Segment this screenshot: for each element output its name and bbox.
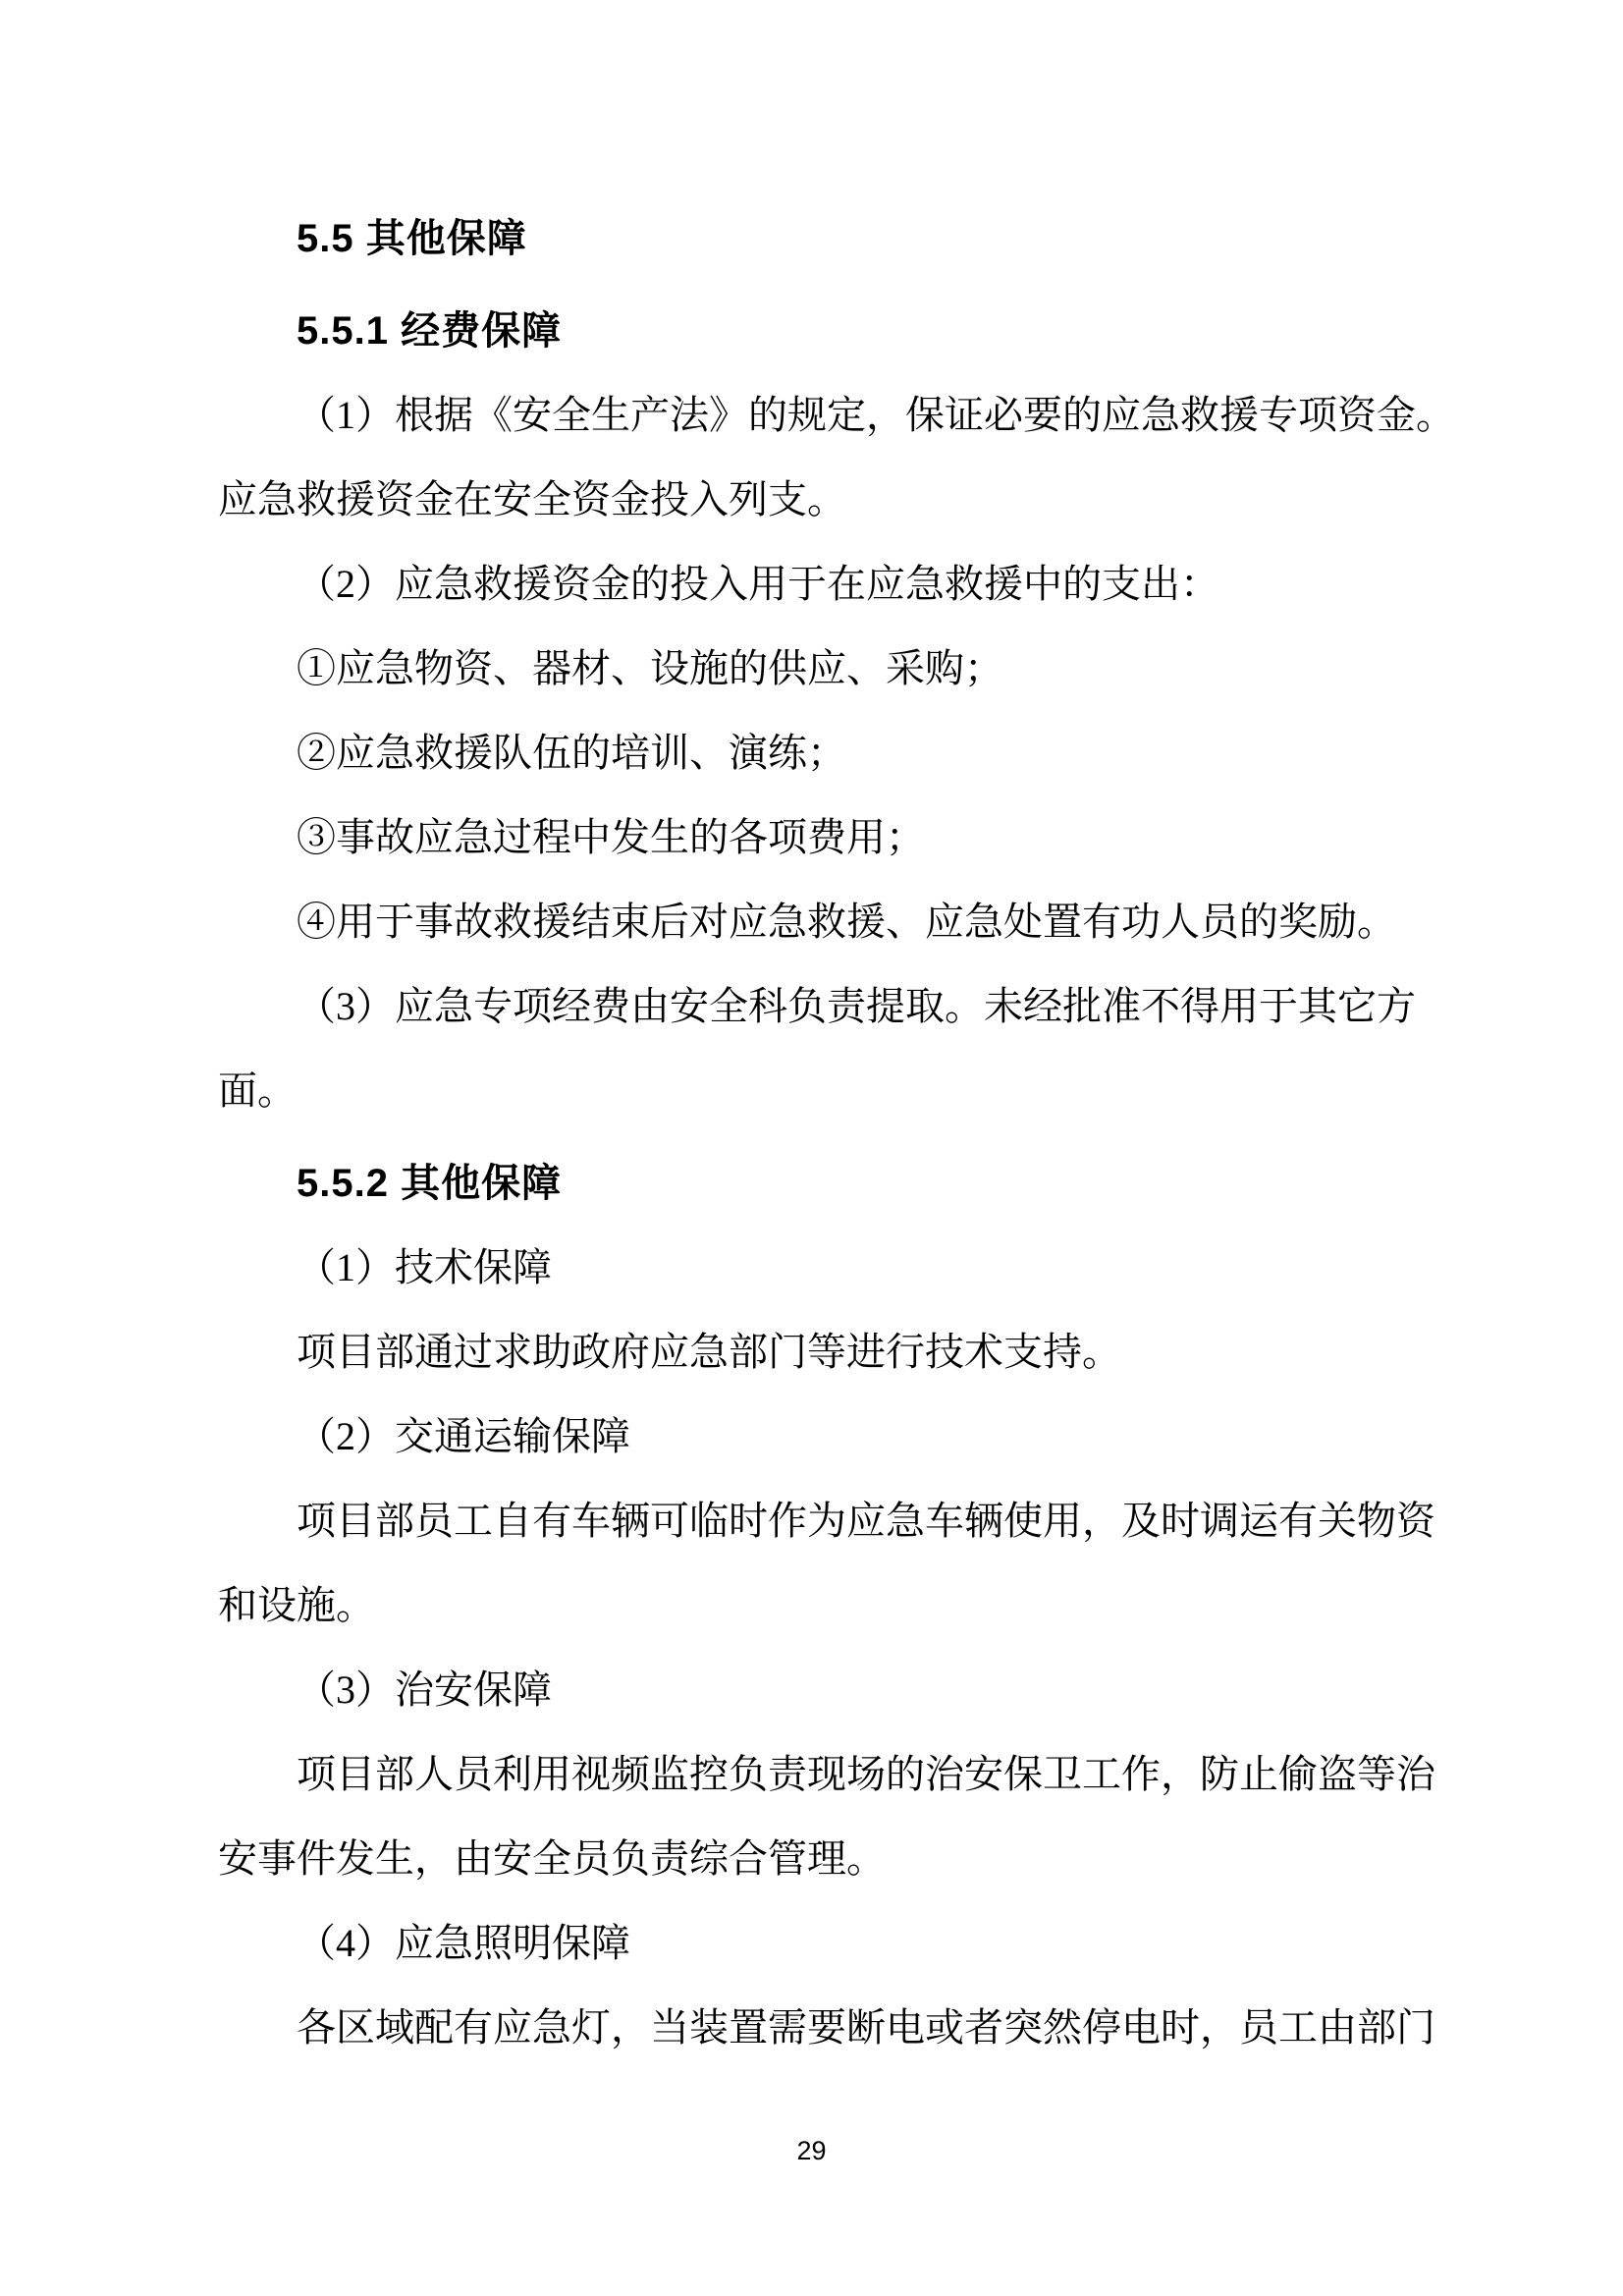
text-line: ③事故应急过程中发生的各项费用； (297, 815, 925, 859)
text-line: 和设施。 (218, 1583, 375, 1627)
text-line: ④用于事故救援结束后对应急救援、应急处置有功人员的奖励。 (297, 900, 1396, 944)
text-line: （1）技术保障 (297, 1245, 552, 1289)
text-line: ①应急物资、器材、设施的供应、采购； (297, 646, 1003, 690)
text-line: （4）应急照明保障 (297, 1921, 630, 1965)
section-heading: 5.5.1 经费保障 (297, 309, 563, 353)
text-line: （2）应急救援资金的投入用于在应急救援中的支出： (297, 562, 1219, 606)
text-line: 各区域配有应急灯，当装置需要断电或者突然停电时，员工由部门 (297, 2005, 1435, 2050)
text-line: （3）治安保障 (297, 1667, 552, 1712)
text-line: （1）根据《安全生产法》的规定，保证必要的应急救援专项资金。 (297, 393, 1455, 437)
document-body (218, 0, 1455, 2070)
text-line: （2）交通运输保障 (297, 1414, 630, 1458)
section-heading: 5.5.2 其他保障 (297, 1162, 563, 1205)
text-line: 安事件发生，由安全员负责综合管理。 (218, 1836, 886, 1881)
text-line: ②应急救援队伍的培训、演练； (297, 731, 846, 775)
text-line: 应急救援资金在安全资金投入列支。 (218, 477, 846, 521)
text-line: 项目部员工自有车辆可临时作为应急车辆使用，及时调运有关物资 (297, 1499, 1435, 1543)
text-line: 面。 (218, 1068, 297, 1113)
text-line: 项目部通过求助政府应急部门等进行技术支持。 (297, 1330, 1121, 1374)
text-line: （3）应急专项经费由安全科负责提取。未经批准不得用于其它方 (297, 984, 1416, 1028)
page-number: 29 (796, 2136, 827, 2165)
text-line: 项目部人员利用视频监控负责现场的治安保卫工作，防止偷盗等治 (297, 1752, 1435, 1796)
section-heading: 5.5 其他保障 (297, 217, 527, 260)
